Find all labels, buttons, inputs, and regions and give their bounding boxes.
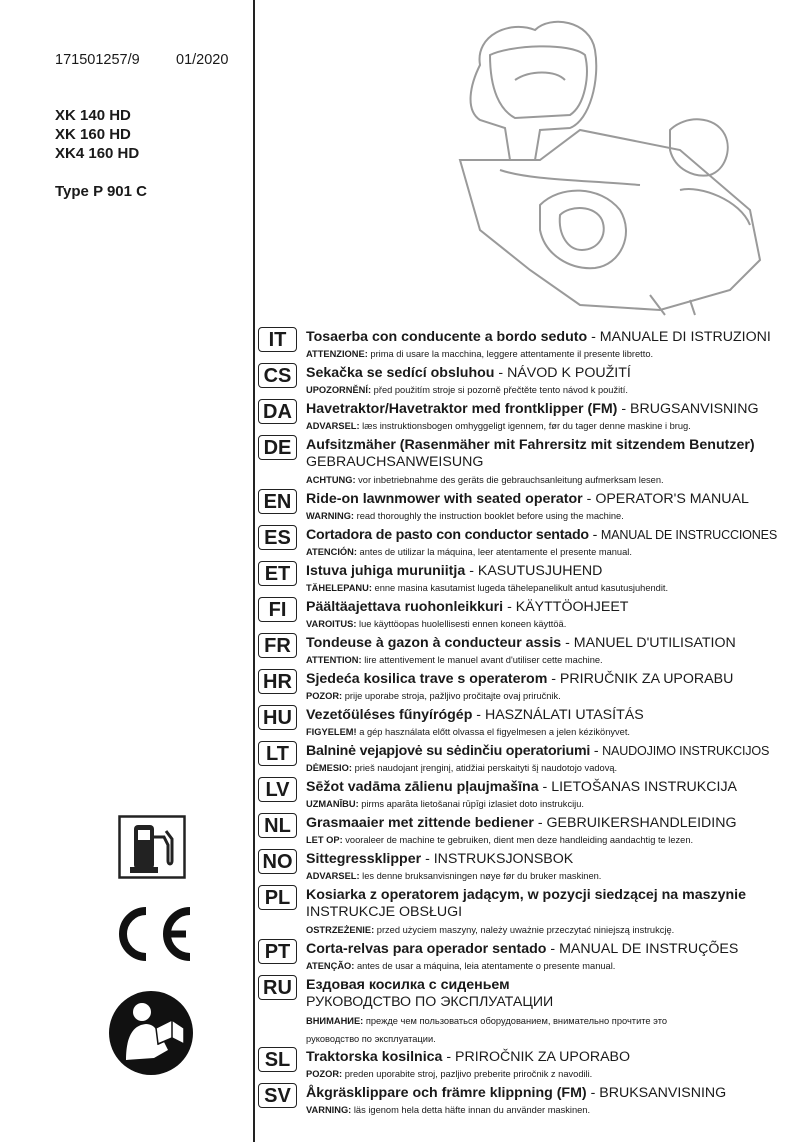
warning-text: WARNING: read thoroughly the instruction booklet before using the machine. [306, 511, 624, 521]
warning-text: ATENCIÓN: antes de utilizar la máquina, leer atentamente el presente manual. [306, 547, 632, 557]
model-name: XK 140 HD [55, 107, 131, 124]
language-title: Kosiarka z operatorem jadącym, w pozycji siedzącej na maszynie [306, 887, 746, 903]
tractor-outline-illustration [420, 10, 780, 320]
language-title: Tondeuse à gazon à conducteur assis - MANUEL D'UTILISATION [306, 635, 736, 651]
warning-text: ATENÇÃO: antes de usar a máquina, leia atentamente o presente manual. [306, 961, 616, 971]
warning-text: DĖMESIO: prieš naudojant įrenginį, atidžiai perskaityti šį naudotojo vadovą. [306, 763, 618, 773]
warning-text: FIGYELEM! a gép használata előtt olvassa el figyelmesen a jelen kézikönyvet. [306, 727, 631, 737]
language-title: Vezetőüléses fűnyírógép - HASZNÁLATI UTASÍTÁS [306, 707, 644, 723]
language-title: Åkgräsklippare och främre klippning (FM) - BRUKSANVISNING [306, 1085, 727, 1101]
warning-text: ATTENZIONE: prima di usare la macchina, leggere attentamente il presente libretto. [306, 349, 654, 359]
document-date: 01/2020 [176, 52, 229, 68]
language-code: HU [258, 705, 297, 730]
language-code: ES [258, 525, 297, 550]
warning-text: ADVARSEL: læs instruktionsbogen omhyggeligt igennem, før du tager denne maskine i brug. [306, 421, 691, 431]
warning-text: ACHTUNG: vor inbetriebnahme des geräts die gebrauchsanleitung aufmerksam lesen. [306, 475, 664, 485]
language-title: Sittegressklipper - INSTRUKSJONSBOK [306, 851, 574, 867]
warning-text: POZOR: preden uporabite stroj, pazljivo preberite priročnik z navodili. [306, 1069, 593, 1079]
language-title: Tosaerba con conducente a bordo seduto - MANUALE DI ISTRUZIONI [306, 329, 771, 345]
warning-text: VARNING: läs igenom hela detta häfte innan du använder maskinen. [306, 1105, 591, 1115]
language-title: Sekačka se sedící obsluhou - NÁVOD K POUŽITÍ [306, 365, 631, 381]
warning-text: OSTRZEŻENIE: przed użyciem maszyny, należy uważnie przeczytać niniejszą instrukcję. [306, 925, 675, 935]
language-code: EN [258, 489, 297, 514]
language-subtitle: РУКОВОДСТВО ПО ЭКСПЛУАТАЦИИ [306, 994, 554, 1010]
language-code: FR [258, 633, 297, 658]
vertical-divider [253, 0, 255, 1142]
language-code: HR [258, 669, 297, 694]
language-code: IT [258, 327, 297, 352]
language-title: Grasmaaier met zittende bediener - GEBRUIKERSHANDLEIDING [306, 815, 737, 831]
language-title: Havetraktor/Havetraktor med frontklipper (FM) - BRUGSANVISNING [306, 401, 759, 417]
language-code: LT [258, 741, 297, 766]
language-title: Cortadora de pasto con conductor sentado - MANUAL DE INSTRUCCIONES [306, 527, 778, 543]
language-subtitle: GEBRAUCHSANWEISUNG [306, 454, 484, 470]
language-code: ET [258, 561, 297, 586]
language-code: SL [258, 1047, 297, 1072]
warning-text: VAROITUS: lue käyttöopas huolellisesti ennen koneen käyttöä. [306, 619, 567, 629]
language-code: PT [258, 939, 297, 964]
language-title: Balninė vejapjovė su sėdinčiu operatoriumi - NAUDOJIMO INSTRUKCIJOS [306, 743, 770, 759]
ce-mark-icon [110, 905, 195, 963]
read-manual-icon [108, 990, 194, 1076]
language-title: Sēžot vadāma zālienu pļaujmašīna - LIETOŠANAS INSTRUKCIJA [306, 779, 738, 795]
language-title: Istuva juhiga muruniitja - KASUTUSJUHEND [306, 563, 603, 579]
warning-text-continued: руководство по эксплуатации. [306, 1034, 436, 1044]
language-title: Aufsitzmäher (Rasenmäher mit Fahrersitz mit sitzendem Benutzer) [306, 437, 755, 453]
language-code: RU [258, 975, 297, 1000]
warning-text: ADVARSEL: les denne bruksanvisningen nøye før du bruker maskinen. [306, 871, 602, 881]
language-subtitle: INSTRUKCJE OBSŁUGI [306, 904, 463, 920]
language-code: FI [258, 597, 297, 622]
language-title: Traktorska kosilnica - PRIROČNIK ZA UPORABO [306, 1049, 631, 1065]
language-title: Sjedeća kosilica trave s operaterom - PRIRUČNIK ZA UPORABU [306, 671, 734, 687]
warning-text: ВНИМАНИЕ: прежде чем пользоваться оборудованием, внимательно прочтите это [306, 1016, 668, 1026]
model-name: XK 160 HD [55, 126, 131, 143]
language-title: Corta-relvas para operador sentado - MANUAL DE INSTRUÇÕES [306, 941, 739, 957]
warning-text: TÄHELEPANU: enne masina kasutamist lugeda tähelepanelikult antud kasutusjuhendit. [306, 583, 669, 593]
document-id: 171501257/9 [55, 52, 140, 68]
machine-type: Type P 901 C [55, 183, 147, 200]
language-code: DE [258, 435, 297, 460]
warning-text: ATTENTION: lire attentivement le manuel avant d'utiliser cette machine. [306, 655, 603, 665]
language-code: DA [258, 399, 297, 424]
language-code: SV [258, 1083, 297, 1108]
fuel-pump-icon [118, 815, 186, 879]
language-code: PL [258, 885, 297, 910]
warning-text: UZMANĪBU: pirms aparāta lietošanai rūpīgi izlasiet doto instrukciju. [306, 799, 584, 809]
warning-text: UPOZORNĚNÍ: před použitím stroje si pozorně přečtěte tento návod k použití. [306, 385, 628, 395]
language-title: Ride-on lawnmower with seated operator - OPERATOR'S MANUAL [306, 491, 749, 507]
language-code: NL [258, 813, 297, 838]
language-code: LV [258, 777, 297, 802]
language-title: Päältäajettava ruohonleikkuri - KÄYTTÖOHJEET [306, 599, 629, 615]
language-code: CS [258, 363, 297, 388]
warning-text: POZOR: prije uporabe stroja, pažljivo pročitajte ovaj priručnik. [306, 691, 561, 701]
language-title: Ездовая косилка с сиденьем [306, 977, 510, 993]
warning-text: LET OP: vooraleer de machine te gebruiken, dient men deze handleiding aandachtig te lezen. [306, 835, 694, 845]
language-code: NO [258, 849, 297, 874]
model-name: XK4 160 HD [55, 145, 140, 162]
